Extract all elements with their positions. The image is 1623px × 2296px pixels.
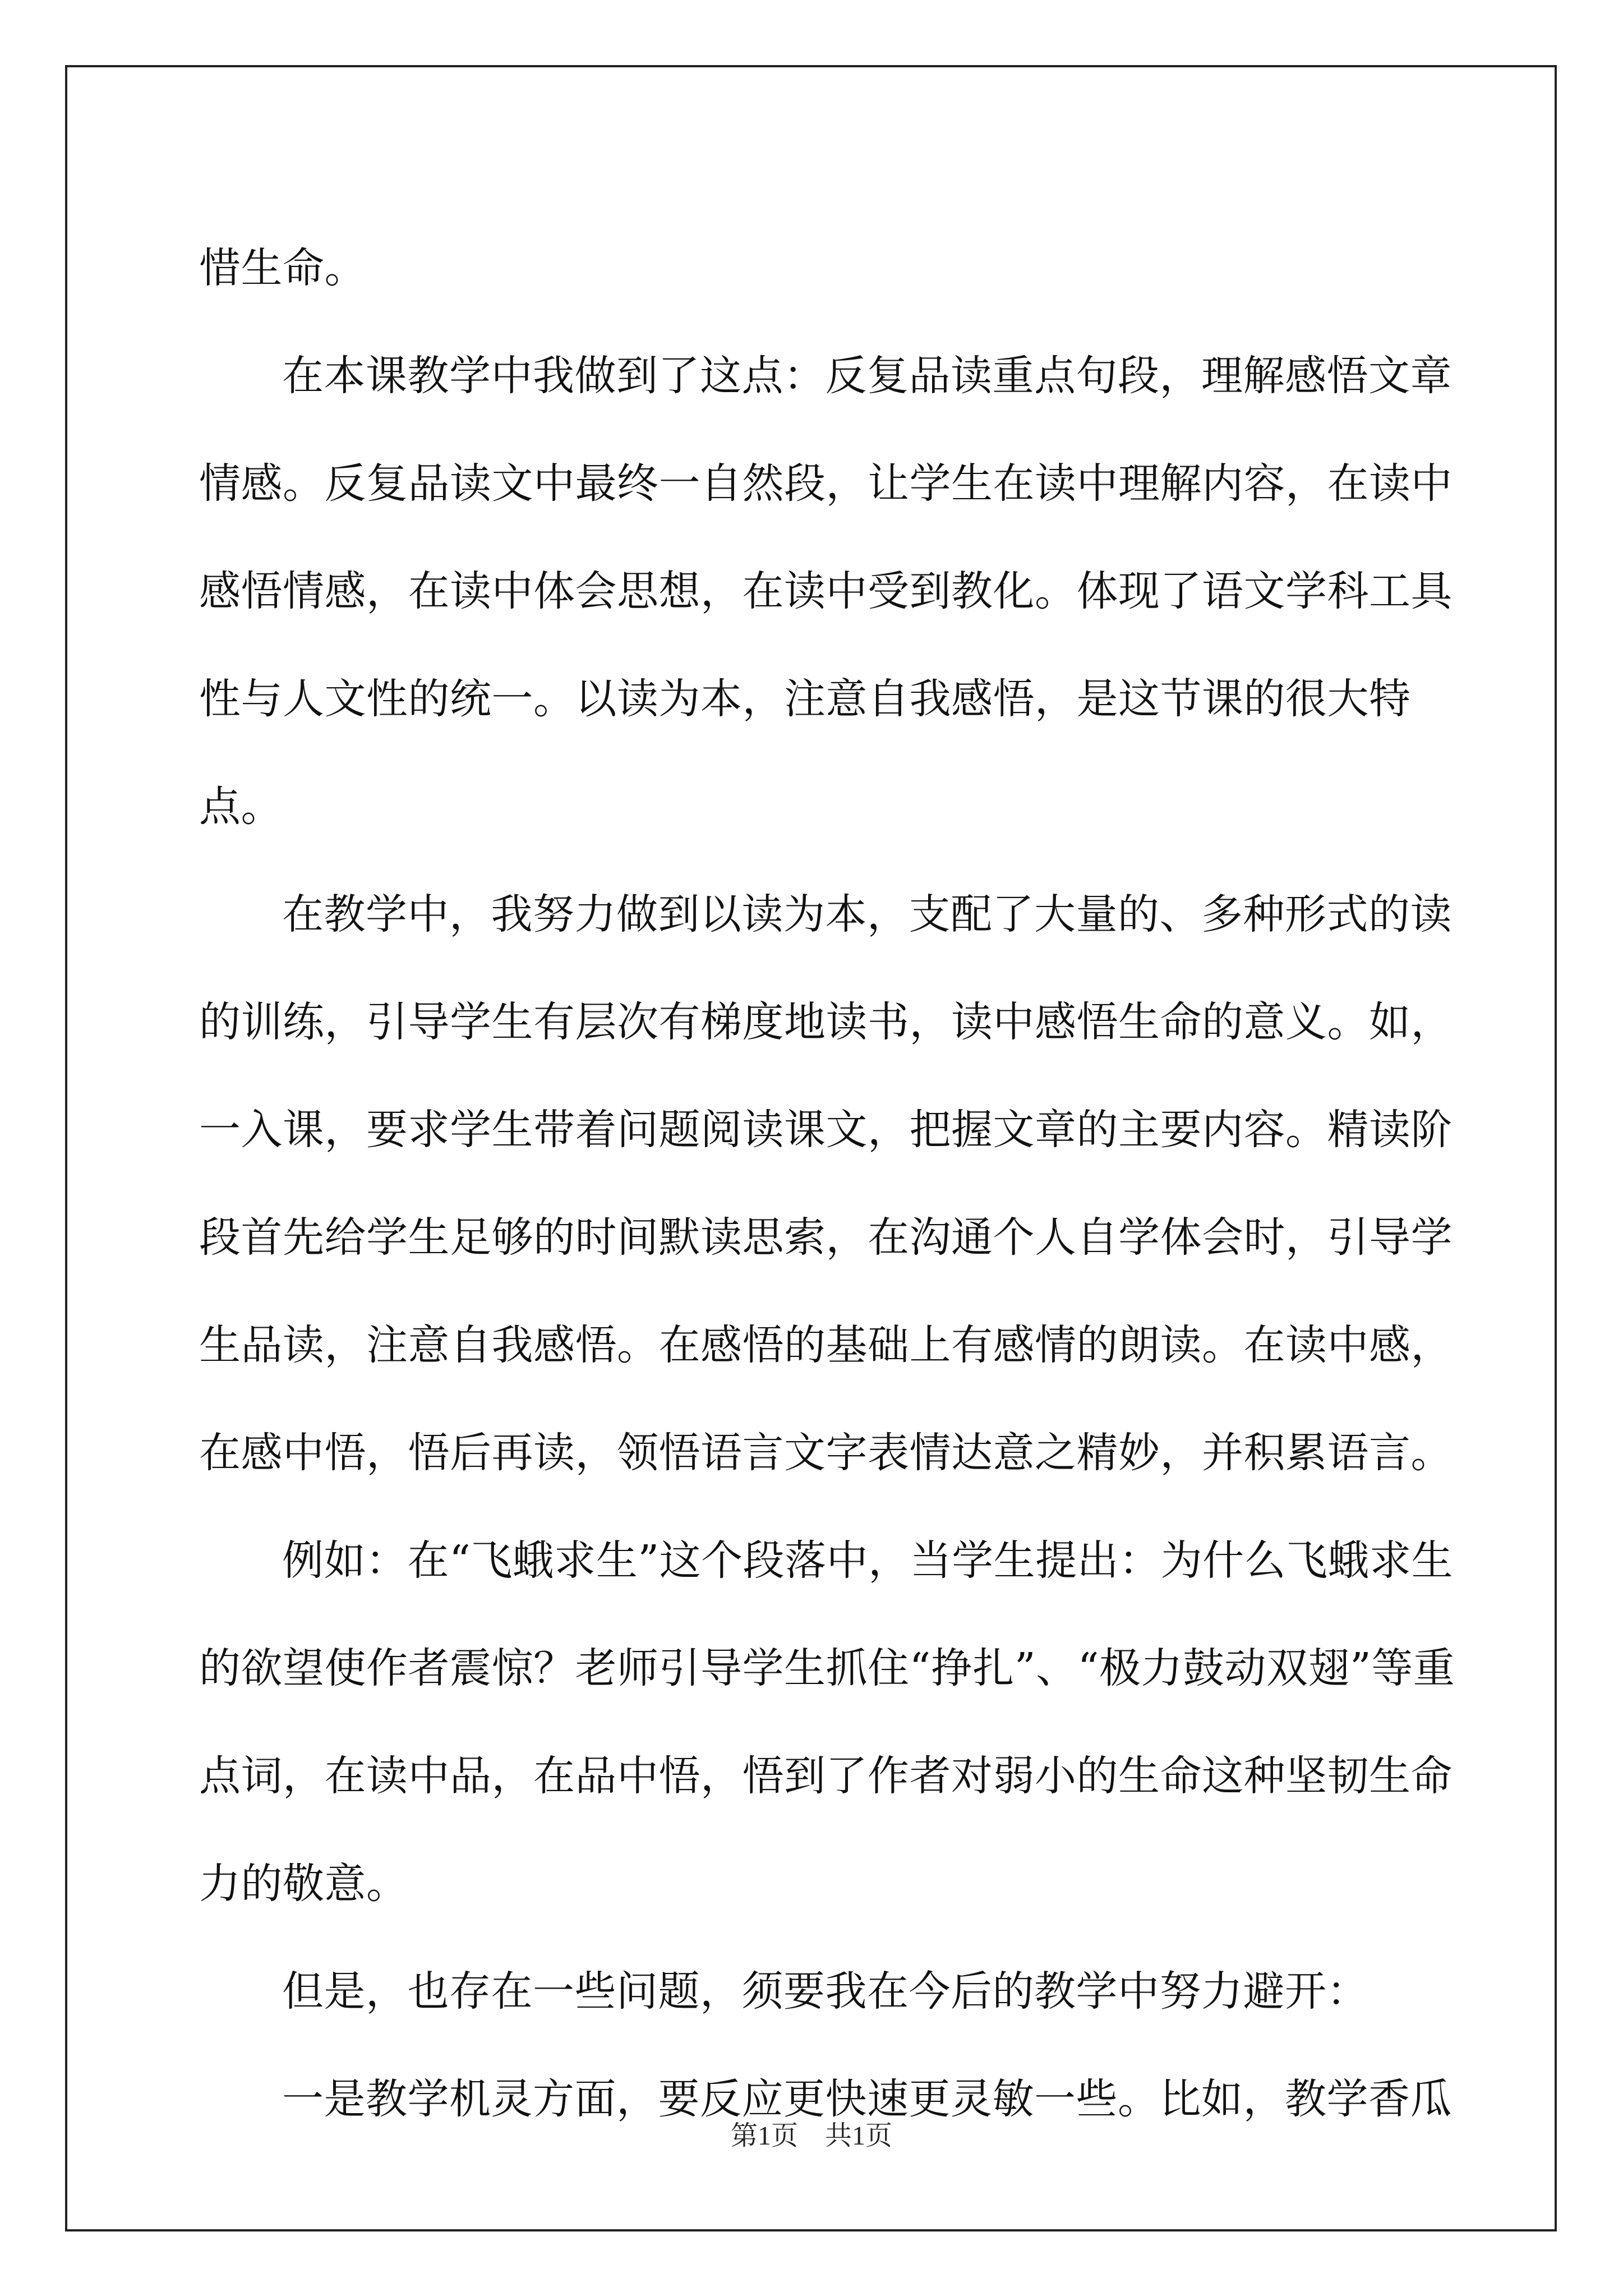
paragraph-6: 一是教学机灵方面，要反应更快速更灵敏一些。比如，教学香瓜 <box>282 2075 1452 2123</box>
document-body <box>199 214 1472 2153</box>
page-number-total: 共1页 <box>825 2121 893 2151</box>
paragraph-1: 惜生命。 <box>199 244 366 292</box>
paragraph-2: 在本课教学中我做到了这点：反复品读重点句段，理解感悟文章情感。反复品读文中最终一自然段，让学生在读中理解内容，在读中感悟情感，在读中体会思想，在读中受到教化。体现了语文学科工具性与人文性的统一。以读为本，注意自我感悟，是这节课的很大特点。 <box>199 352 1453 831</box>
page-footer <box>0 2119 1623 2153</box>
paragraph-4: 例如：在“飞蛾求生”这个段落中，当学生提出：为什么飞蛾求生的欲望使作者震惊？老师引导学生抓住“挣扎”、“极力鼓动双翅”等重点词，在读中品，在品中悟，悟到了作者对弱小的生命这种坚韧生命力的敬意。 <box>199 1536 1455 1908</box>
paragraph-3: 在教学中，我努力做到以读为本，支配了大量的、多种形式的读的训练，引导学生有层次有梯度地读书，读中感悟生命的意义。如，一入课，要求学生带着问题阅读课文，把握文章的主要内容。精读阶段首先给学生足够的时间默读思索，在沟通个人自学体会时，引导学生品读，注意自我感悟。在感悟的基础上有感情的朗读。在读中感，在感中悟，悟后再读，领悟语言文字表情达意之精妙，并积累语言。 <box>199 890 1453 1477</box>
page-number-current: 第1页 <box>730 2121 798 2151</box>
paragraph-5: 但是，也存在一些问题，须要我在今后的教学中努力避开： <box>282 1967 1368 2016</box>
